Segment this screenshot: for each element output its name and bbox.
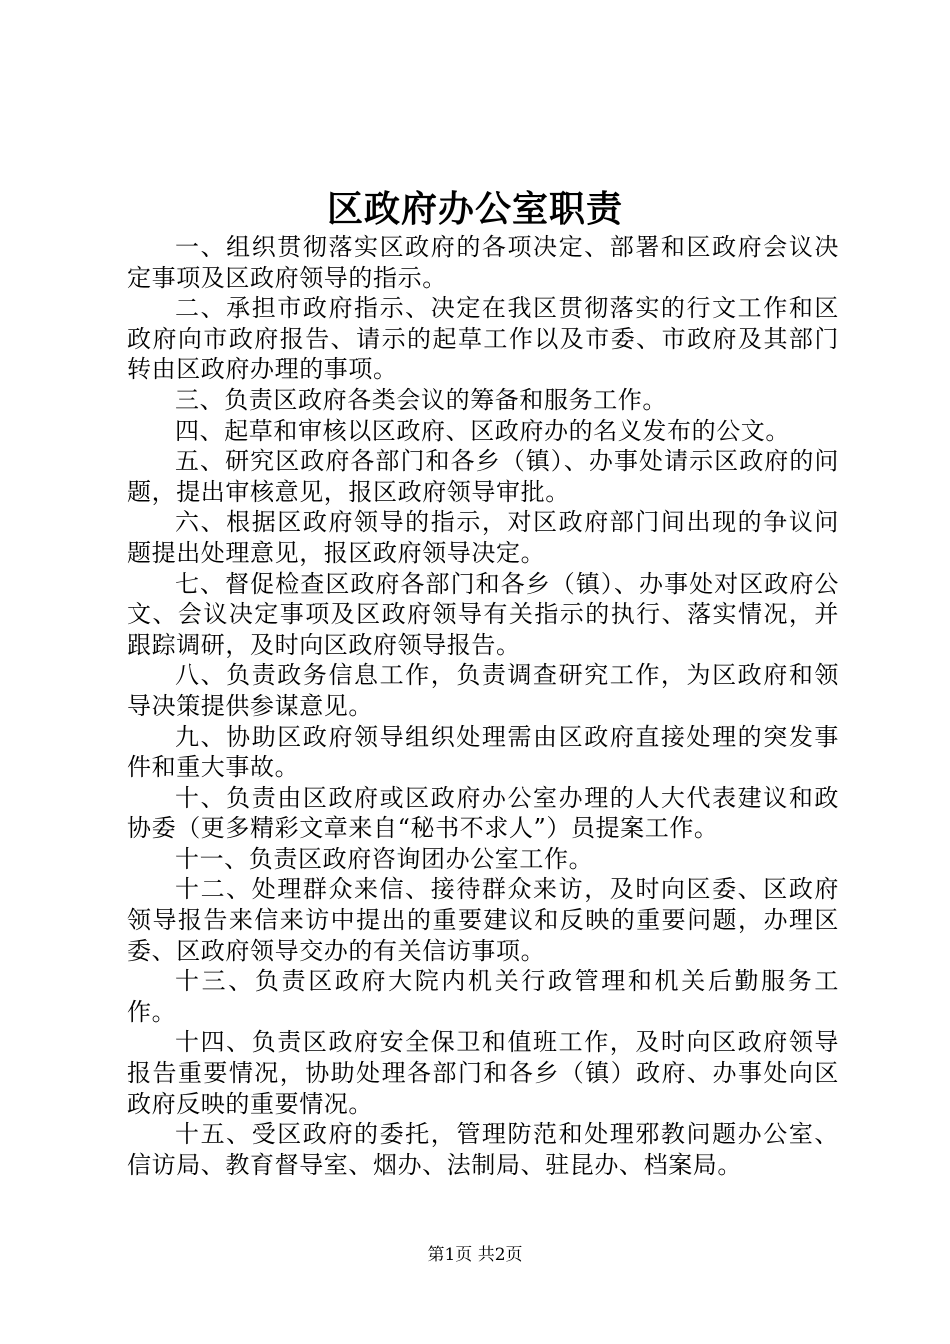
duty-paragraph-6: 六、根据区政府领导的指示，对区政府部门间出现的争议问题提出处理意见，报区政府领导决定。 [127, 508, 839, 567]
duty-paragraph-15: 十五、受区政府的委托，管理防范和处理邪教问题办公室、信访局、教育督导室、烟办、法制局、驻昆办、档案局。 [127, 1120, 839, 1179]
duty-paragraph-13: 十三、负责区政府大院内机关行政管理和机关后勤服务工作。 [127, 967, 839, 1026]
duty-paragraph-11: 十一、负责区政府咨询团办公室工作。 [175, 844, 594, 873]
duty-paragraph-3: 三、负责区政府各类会议的筹备和服务工作。 [175, 385, 667, 414]
duty-paragraph-9: 九、协助区政府领导组织处理需由区政府直接处理的突发事件和重大事故。 [127, 722, 839, 782]
duty-paragraph-4: 四、起草和审核以区政府、区政府办的名义发布的公文。 [175, 416, 790, 445]
duty-paragraph-1: 一、组织贯彻落实区政府的各项决定、部署和区政府会议决定事项及区政府领导的指示。 [127, 233, 839, 292]
document-body [127, 232, 839, 1180]
duty-paragraph-14: 十四、负责区政府安全保卫和值班工作，及时向区政府领导报告重要情况，协助处理各部门和各乡（镇）政府、办事处向区政府反映的重要情况。 [127, 1028, 839, 1118]
duty-paragraph-2: 二、承担市政府指示、决定在我区贯彻落实的行文工作和区政府向市政府报告、请示的起草工作以及市委、市政府及其部门转由区政府办理的事项。 [127, 294, 839, 384]
page-number-footer: 第1页 共2页 [427, 1245, 523, 1265]
duty-paragraph-12: 十二、处理群众来信、接待群众来访，及时向区委、区政府领导报告来信来访中提出的重要建议和反映的重要问题，办理区委、区政府领导交办的有关信访事项。 [127, 875, 839, 965]
duty-paragraph-8: 八、负责政务信息工作，负责调查研究工作，为区政府和领导决策提供参谋意见。 [127, 661, 839, 720]
duty-paragraph-7: 七、督促检查区政府各部门和各乡（镇）、办事处对区政府公文、会议决定事项及区政府领导有关指示的执行、落实情况，并跟踪调研，及时向区政府领导报告。 [127, 569, 839, 659]
document-title: 区政府办公室职责 [326, 188, 623, 230]
duty-paragraph-5: 五、研究区政府各部门和各乡（镇）、办事处请示区政府的问题，提出审核意见，报区政府领导审批。 [127, 447, 839, 506]
duty-paragraph-10: 十、负责由区政府或区政府办公室办理的人大代表建议和政协委（更多精彩文章来自“秘书不求人”）员提案工作。 [127, 783, 839, 843]
